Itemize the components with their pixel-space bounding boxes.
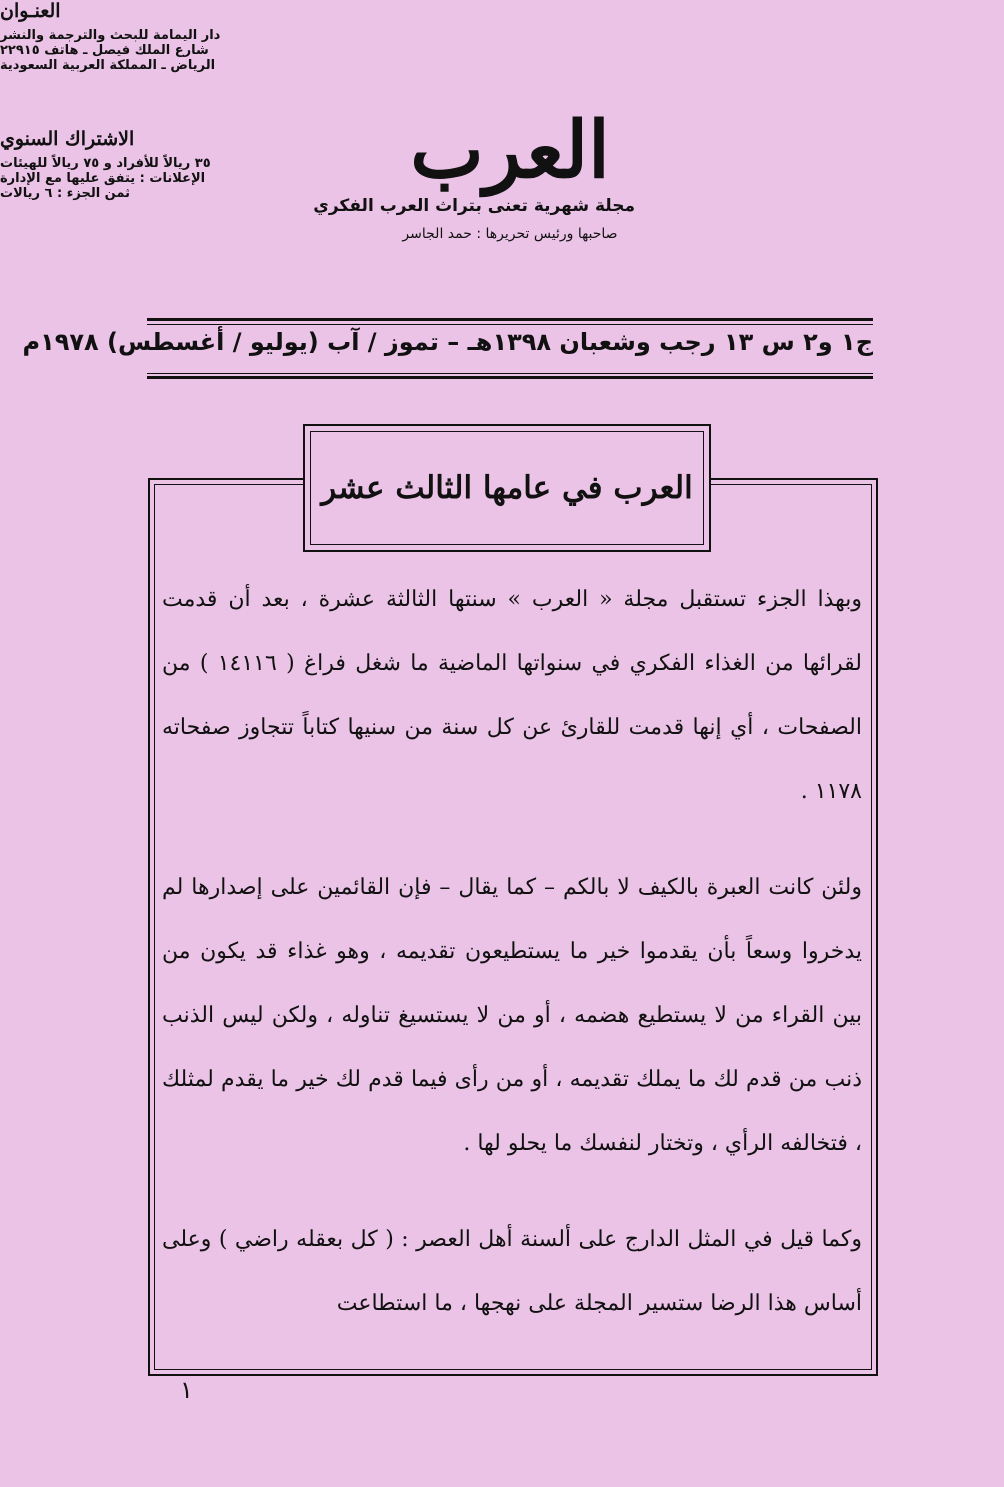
address-line: الرياض ـ المملكة العربية السعودية (0, 58, 216, 73)
article-paragraph: ولئن كانت العبرة بالكيف لا بالكم – كما يقال – فإن القائمين على إصدارها لم يدخروا وسعاً بأن يقدموا خير ما يستطيعون تقديمه ، وهو غذاء قد يكون من بين القراء من لا يستطيع هضمه ، أو من لا يستسيغ تناوله ، ولكن ليس الذنب ذنب من قدم لك ما يملك تقديمه ، أو من رأى فيما قدم لك خير ما يقدم لمثلك ، فتخالفه الرأي ، وتختار لنفسك ما يحلو لها . (162, 875, 862, 1156)
masthead-title: العرب (410, 105, 610, 196)
address-box (0, 0, 221, 128)
subscription-line: ٣٥ ريالاً للأفراد و ٧٥ ريالاً للهيئات (0, 156, 211, 171)
address-line: شارع الملك فيصل ـ هاتف ٢٢٩١٥ (0, 43, 209, 58)
masthead-editor: صاحبها ورئيس تحريرها : حمد الجاسر (402, 226, 618, 242)
article-paragraph: وبهذا الجزء تستقبل مجلة « العرب » سنتها الثالثة عشرة ، بعد أن قدمت لقرائها من الغذاء الفكري في سنواتها الماضية ما شغل فراغ ( ١٤١١٦ ) من الصفحات ، أي إنها قدمت للقارئ عن كل سنة من سنيها كتاباً تتجاوز صفحاته ١١٧٨ . (162, 587, 862, 804)
page-number: ١ (180, 1376, 193, 1404)
masthead-subtitle: مجلة شهرية تعنى بتراث العرب الفكري (313, 196, 635, 216)
divider (147, 373, 873, 374)
subscription-box (0, 128, 222, 261)
masthead (313, 105, 635, 242)
divider (147, 318, 873, 321)
article-title-box (303, 424, 711, 552)
address-box-title: العنـوان (0, 0, 61, 22)
divider (147, 324, 873, 325)
article-paragraph: وكما قيل في المثل الدارج على ألسنة أهل العصر : ( كل بعقله راضي ) وعلى أساس هذا الرضا ستسير المجلة على نهجها ، ما استطاعت (162, 1227, 862, 1316)
address-line: دار اليمامة للبحث والترجمة والنشر (0, 28, 221, 43)
article-title: العرب في عامها الثالث عشر (321, 470, 693, 506)
subscription-line: الإعلانات : يتفق عليها مع الإدارة (0, 171, 206, 186)
article-body (162, 568, 862, 1336)
subscription-line: ثمن الجزء : ٦ ريالات (0, 186, 130, 201)
issue-line: ج١ و٢ س ١٣ رجب وشعبان ١٣٩٨هـ – تموز / آب (يوليو / أغسطس) ١٩٧٨م (22, 328, 873, 356)
divider (147, 376, 873, 379)
subscription-box-title: الاشتراك السنوي (0, 128, 135, 150)
